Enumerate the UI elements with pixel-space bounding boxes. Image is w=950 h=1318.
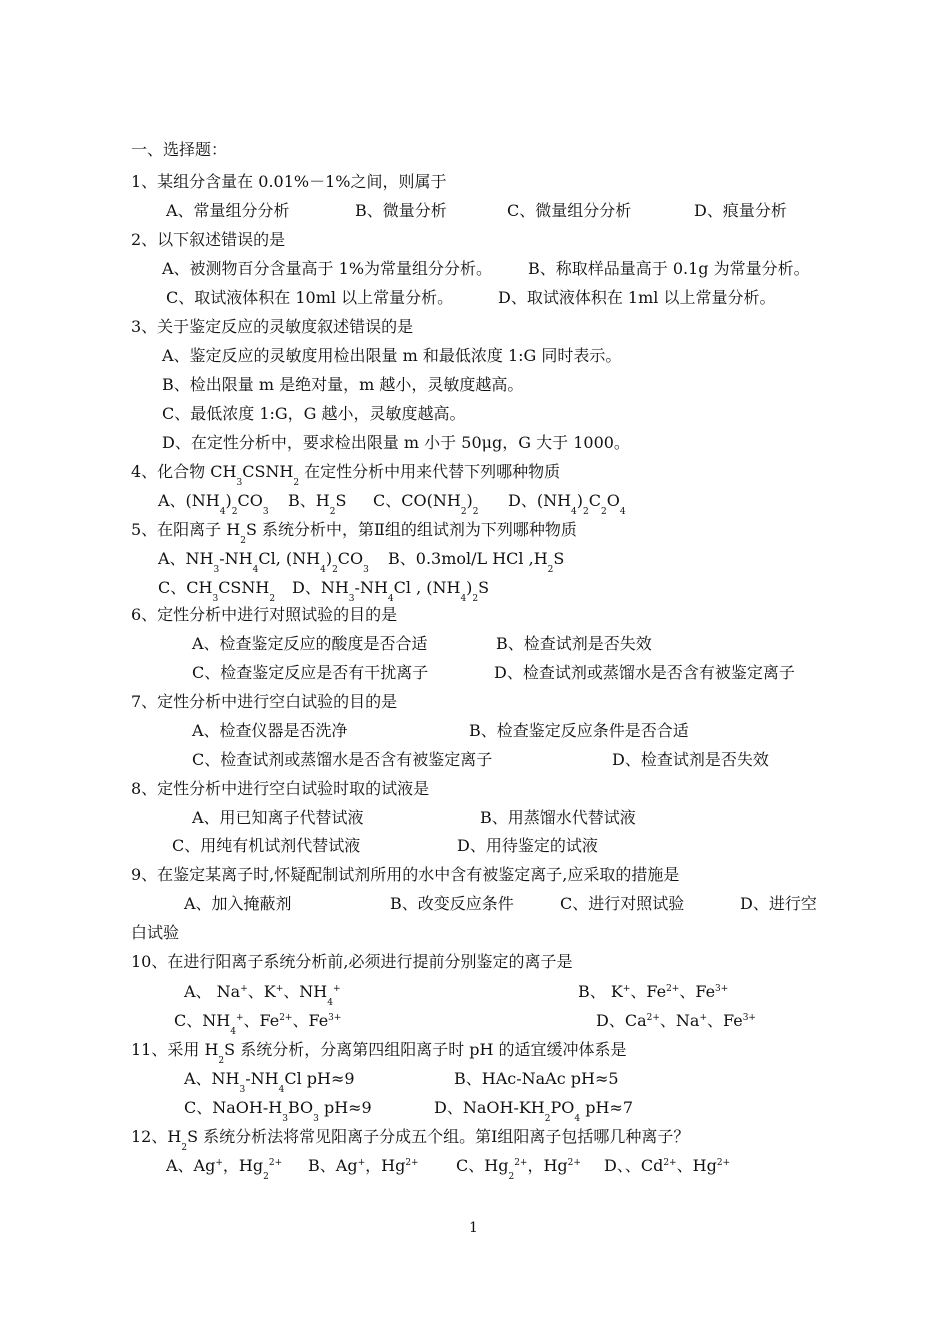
q7-option-d: D、检查试剂是否失效 [612,750,769,769]
q4-stem-pre: 4、化合物 CH [131,462,237,481]
q9-option-b: B、改变反应条件 [390,894,514,913]
q5-option-c: C、$CH_3CSNH_2$ [158,578,276,604]
question-3-stem: 3、关于鉴定反应的灵敏度叙述错误的是 [131,317,414,336]
q9-option-d-continued: 白试验 [131,923,180,942]
q1-option-b: B、微量分析 [355,201,447,220]
q7-option-c: C、检查试剂或蒸馏水是否含有被鉴定离子 [192,750,493,769]
q3-option-d: D、在定性分析中，要求检出限量 m 小于 50μg，G 大于 1000。 [162,433,630,452]
q9-option-d: D、进行空 [740,894,817,913]
q6-option-b: B、检查试剂是否失效 [496,634,652,653]
q11-option-d: D、NaOH-$KH_2PO_4$ pH≈7 [434,1098,633,1124]
q5-option-b-text: B、0.3mol/L HCl ,H [388,549,548,568]
q1-option-c: C、微量组分分析 [507,201,632,220]
q7-option-a: A、检查仪器是否洗净 [192,721,348,740]
q4-stem-post: 在定性分析中用来代替下列哪种物质 [299,462,561,481]
q12-option-d: D、、$Cd^{2+}$、$Hg^{2+}$ [604,1156,731,1175]
q5-stem-pre: 5、在阳离子 H [131,520,241,539]
q11-stem-pre: 11、采用 H [131,1040,219,1059]
q1-option-a: A、常量组分分析 [166,201,290,220]
q4-stem-sub1: 3 [236,478,243,488]
q12-stem-post: S 系统分析法将常见阳离子分成五个组。第Ⅰ组阳离子包括哪几种离子？ [187,1127,690,1146]
q8-option-a: A、用已知离子代替试液 [192,808,364,827]
q11-option-a: A、$NH_3-NH_4Cl$ pH≈9 [184,1069,355,1095]
q12-option-a: A、Ag+，$Hg_2^{2+}$ [166,1156,283,1182]
q5-option-d: D、$NH_3-NH_4Cl$ , $(NH_4)_2S$ [292,578,490,604]
question-9-stem: 9、在鉴定某离子时,怀疑配制试剂所用的水中含有被鉴定离子,应采取的措施是 [131,865,680,884]
q10-option-c: C、$NH_4^+$、$Fe^{2+}$、$Fe^{3+}$ [174,1011,342,1037]
q10-option-b: B、 K+、$Fe^{2+}$、$Fe^{3+}$ [578,982,729,1001]
q2-option-a: A、被测物百分含量高于 1%为常量组分分析。 [162,259,493,278]
q10-option-a: A、 Na+、K+、$NH_4^+$ [184,982,341,1008]
q10-option-d: D、$Ca^{2+}$、Na+、$Fe^{3+}$ [596,1011,756,1030]
q6-option-d: D、检查试剂或蒸馏水是否含有被鉴定离子 [494,663,795,682]
question-1-stem: 1、某组分含量在 0.01%－1%之间，则属于 [131,172,447,191]
q2-option-b: B、称取样品量高于 0.1g 为常量分析。 [528,259,810,278]
q11-option-b: B、HAc-NaAc pH≈5 [454,1069,619,1088]
q2-option-c: C、取试液体积在 10ml 以上常量分析。 [166,288,454,307]
q6-option-c: C、检查鉴定反应是否有干扰离子 [192,663,429,682]
q12-stem-pre: 12、H [131,1127,182,1146]
question-5-stem [131,520,577,546]
q4-stem-mid: CSNH [242,462,294,481]
page-number: 1 [469,1220,478,1236]
q3-option-b: B、检出限量 m 是绝对量，m 越小，灵敏度越高。 [162,375,524,394]
q11-option-c: C、NaOH-$H_3BO_3$ pH≈9 [184,1098,372,1124]
question-4-stem [131,462,561,488]
question-8-stem: 8、定性分析中进行空白试验时取的试液是 [131,779,430,798]
q12-option-c: C、$Hg_2^{2+}$，$Hg^{2+}$ [456,1156,581,1182]
question-7-stem: 7、定性分析中进行空白试验的目的是 [131,692,398,711]
q5-option-b: B、0.3mol/L HCl $,H_2S$ [388,549,565,575]
question-6-stem: 6、定性分析中进行对照试验的目的是 [131,605,398,624]
question-2-stem: 2、以下叙述错误的是 [131,230,286,249]
q9-option-c: C、进行对照试验 [560,894,685,913]
question-12-stem: 12、$H_2S$ 系统分析法将常见阳离子分成五个组。第Ⅰ组阳离子包括哪几种离子？ [131,1127,690,1153]
q8-option-b: B、用蒸馏水代替试液 [480,808,636,827]
q4-option-d: D、$(NH_4)_2C_2O_4$ [508,491,626,517]
section-title: 一、选择题： [131,140,228,159]
q4-option-b: B、$H_2S$ [288,491,347,517]
q7-option-b: B、检查鉴定反应条件是否合适 [469,721,689,740]
q1-option-d: D、痕量分析 [694,201,787,220]
q5-option-a: A、$NH_3-NH_4Cl$, $(NH_4)_2CO_3$ [158,549,369,575]
question-11-stem: 11、采用 $H_2S$ 系统分析，分离第四组阳离子时 pH 的适宜缓冲体系是 [131,1040,627,1066]
q11-stem-post: S 系统分析，分离第四组阳离子时 pH 的适宜缓冲体系是 [224,1040,627,1059]
q6-option-a: A、检查鉴定反应的酸度是否合适 [192,634,428,653]
q8-option-d: D、用待鉴定的试液 [457,836,598,855]
q4-stem-sub2: 2 [293,478,300,488]
question-10-stem: 10、在进行阳离子系统分析前,必须进行提前分别鉴定的离子是 [131,952,573,971]
q3-option-a: A、鉴定反应的灵敏度用检出限量 m 和最低浓度 1:G 同时表示。 [162,346,622,365]
q9-option-a: A、加入掩蔽剂 [184,894,292,913]
q2-option-d: D、取试液体积在 1ml 以上常量分析。 [498,288,776,307]
q4-option-a: A、$(NH_4)_2CO_3$ [158,491,269,517]
q8-option-c: C、用纯有机试剂代替试液 [172,836,361,855]
q3-option-c: C、最低浓度 1:G，G 越小，灵敏度越高。 [162,404,466,423]
q12-option-b: B、Ag+，$Hg^{2+}$ [308,1156,419,1175]
q5-stem-sub: 2 [240,536,246,546]
q5-stem-post: S 系统分析中，第Ⅱ组的组试剂为下列哪种物质 [245,520,577,539]
q4-option-c: C、$CO(NH_2)_2$ [373,491,479,517]
